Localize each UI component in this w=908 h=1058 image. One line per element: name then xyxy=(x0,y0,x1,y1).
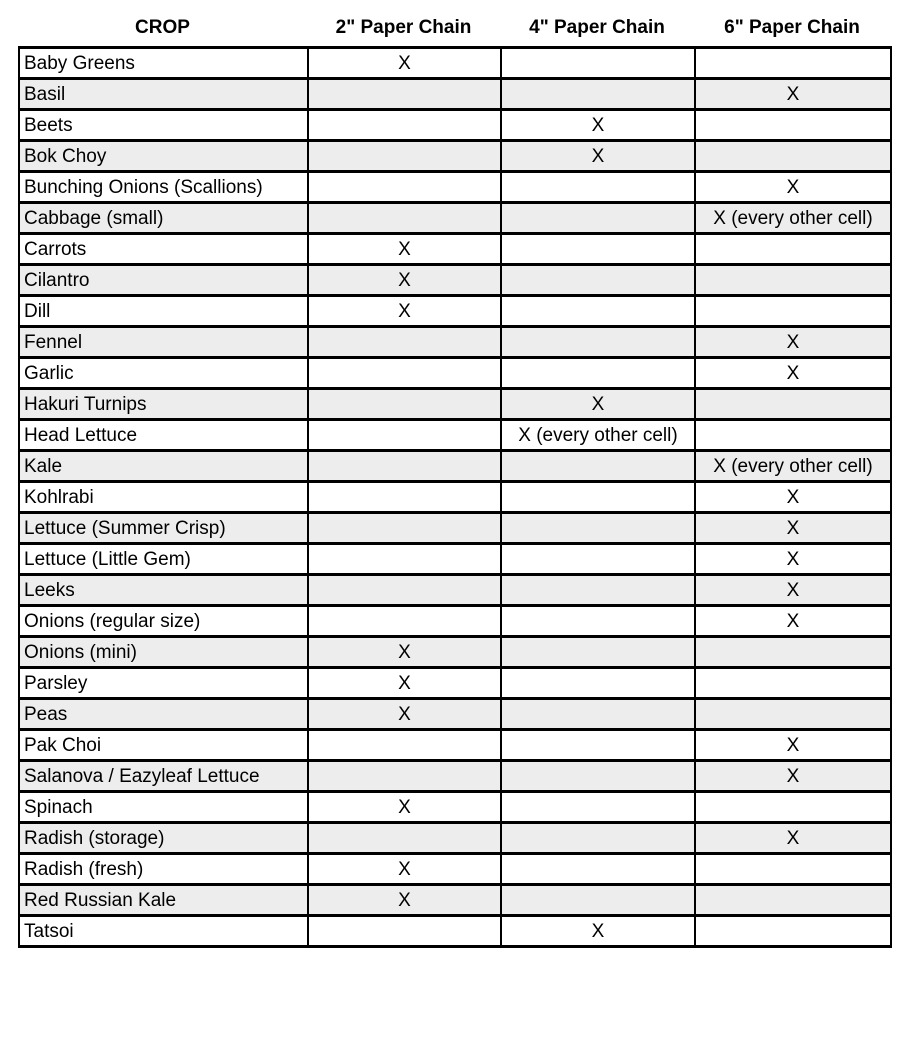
column-header-6in-paper-chain: 6" Paper Chain xyxy=(724,17,860,38)
table-row xyxy=(19,513,891,544)
mark-cell xyxy=(308,823,501,854)
mark-cell xyxy=(501,575,695,606)
mark-cell xyxy=(501,544,695,575)
mark-cell xyxy=(501,203,695,234)
mark-cell xyxy=(308,110,501,141)
mark-cell xyxy=(501,451,695,482)
table-row xyxy=(19,172,891,203)
mark-cell xyxy=(308,451,501,482)
mark-cell xyxy=(695,699,891,730)
column-header-crop: CROP xyxy=(135,17,190,38)
crop-name-cell: Pak Choi xyxy=(19,730,308,761)
mark-cell xyxy=(308,544,501,575)
mark-cell xyxy=(308,203,501,234)
mark-cell xyxy=(695,234,891,265)
mark-cell xyxy=(501,172,695,203)
mark-cell xyxy=(501,48,695,79)
crop-table xyxy=(18,46,892,948)
mark-cell: X xyxy=(308,792,501,823)
mark-cell xyxy=(695,265,891,296)
mark-cell xyxy=(501,823,695,854)
mark-cell xyxy=(501,482,695,513)
mark-cell xyxy=(308,513,501,544)
crop-name-cell: Head Lettuce xyxy=(19,420,308,451)
mark-cell xyxy=(501,792,695,823)
mark-cell: X xyxy=(695,513,891,544)
mark-cell xyxy=(695,296,891,327)
mark-cell: X xyxy=(308,885,501,916)
mark-cell: X (every other cell) xyxy=(501,420,695,451)
mark-cell xyxy=(308,420,501,451)
mark-cell xyxy=(308,358,501,389)
mark-cell: X (every other cell) xyxy=(695,451,891,482)
mark-cell: X xyxy=(501,110,695,141)
crop-name-cell: Radish (fresh) xyxy=(19,854,308,885)
table-row xyxy=(19,451,891,482)
crop-name-cell: Beets xyxy=(19,110,308,141)
mark-cell: X xyxy=(695,761,891,792)
table-row xyxy=(19,761,891,792)
crop-name-cell: Lettuce (Summer Crisp) xyxy=(19,513,308,544)
table-row xyxy=(19,296,891,327)
mark-cell: X xyxy=(695,327,891,358)
mark-cell: X xyxy=(501,916,695,947)
crop-name-cell: Tatsoi xyxy=(19,916,308,947)
mark-cell xyxy=(501,699,695,730)
mark-cell: X xyxy=(695,482,891,513)
mark-cell xyxy=(695,854,891,885)
mark-cell xyxy=(695,637,891,668)
mark-cell xyxy=(308,327,501,358)
mark-cell xyxy=(695,420,891,451)
table-row xyxy=(19,327,891,358)
mark-cell: X xyxy=(695,823,891,854)
table-row xyxy=(19,265,891,296)
mark-cell: X xyxy=(308,699,501,730)
crop-name-cell: Onions (mini) xyxy=(19,637,308,668)
mark-cell xyxy=(501,730,695,761)
column-header-4in-paper-chain: 4" Paper Chain xyxy=(529,17,665,38)
mark-cell: X xyxy=(308,296,501,327)
table-row xyxy=(19,389,891,420)
table-row xyxy=(19,110,891,141)
crop-name-cell: Leeks xyxy=(19,575,308,606)
table-row xyxy=(19,79,891,110)
column-header-2in-paper-chain: 2" Paper Chain xyxy=(335,17,472,38)
table-row xyxy=(19,420,891,451)
table-row xyxy=(19,358,891,389)
mark-cell: X (every other cell) xyxy=(695,203,891,234)
mark-cell xyxy=(501,854,695,885)
crop-name-cell: Hakuri Turnips xyxy=(19,389,308,420)
mark-cell xyxy=(308,79,501,110)
table-row xyxy=(19,730,891,761)
mark-cell xyxy=(501,327,695,358)
mark-cell: X xyxy=(501,141,695,172)
crop-name-cell: Kohlrabi xyxy=(19,482,308,513)
crop-name-cell: Lettuce (Little Gem) xyxy=(19,544,308,575)
mark-cell xyxy=(501,234,695,265)
mark-cell xyxy=(501,79,695,110)
mark-cell: X xyxy=(308,668,501,699)
mark-cell xyxy=(695,916,891,947)
mark-cell: X xyxy=(695,730,891,761)
mark-cell: X xyxy=(308,854,501,885)
mark-cell xyxy=(695,668,891,699)
mark-cell: X xyxy=(695,544,891,575)
table-row xyxy=(19,575,891,606)
mark-cell: X xyxy=(695,358,891,389)
mark-cell xyxy=(308,761,501,792)
table-row xyxy=(19,885,891,916)
mark-cell: X xyxy=(695,79,891,110)
table-header-row xyxy=(18,10,890,46)
mark-cell: X xyxy=(308,265,501,296)
table-row xyxy=(19,792,891,823)
crop-name-cell: Kale xyxy=(19,451,308,482)
crop-name-cell: Onions (regular size) xyxy=(19,606,308,637)
mark-cell xyxy=(501,637,695,668)
table-row xyxy=(19,141,891,172)
mark-cell xyxy=(695,389,891,420)
mark-cell xyxy=(501,606,695,637)
mark-cell xyxy=(501,668,695,699)
mark-cell: X xyxy=(695,172,891,203)
mark-cell: X xyxy=(308,637,501,668)
table-row xyxy=(19,637,891,668)
mark-cell xyxy=(308,916,501,947)
mark-cell xyxy=(501,761,695,792)
crop-name-cell: Parsley xyxy=(19,668,308,699)
crop-name-cell: Cabbage (small) xyxy=(19,203,308,234)
crop-name-cell: Bunching Onions (Scallions) xyxy=(19,172,308,203)
mark-cell xyxy=(308,606,501,637)
crop-name-cell: Bok Choy xyxy=(19,141,308,172)
crop-name-cell: Red Russian Kale xyxy=(19,885,308,916)
mark-cell: X xyxy=(695,575,891,606)
crop-chain-chart xyxy=(18,10,890,948)
table-row xyxy=(19,916,891,947)
table-row xyxy=(19,234,891,265)
mark-cell xyxy=(501,513,695,544)
mark-cell xyxy=(695,792,891,823)
mark-cell xyxy=(695,48,891,79)
table-row xyxy=(19,203,891,234)
crop-name-cell: Carrots xyxy=(19,234,308,265)
table-row xyxy=(19,854,891,885)
table-row xyxy=(19,544,891,575)
table-row xyxy=(19,668,891,699)
table-row xyxy=(19,699,891,730)
mark-cell xyxy=(501,296,695,327)
mark-cell: X xyxy=(501,389,695,420)
mark-cell xyxy=(308,575,501,606)
crop-name-cell: Cilantro xyxy=(19,265,308,296)
mark-cell xyxy=(501,358,695,389)
table-row xyxy=(19,823,891,854)
crop-name-cell: Basil xyxy=(19,79,308,110)
table-row xyxy=(19,482,891,513)
mark-cell: X xyxy=(308,48,501,79)
crop-name-cell: Baby Greens xyxy=(19,48,308,79)
crop-name-cell: Peas xyxy=(19,699,308,730)
mark-cell xyxy=(308,482,501,513)
crop-name-cell: Fennel xyxy=(19,327,308,358)
crop-name-cell: Garlic xyxy=(19,358,308,389)
crop-name-cell: Salanova / Eazyleaf Lettuce xyxy=(19,761,308,792)
mark-cell: X xyxy=(695,606,891,637)
mark-cell xyxy=(695,885,891,916)
table-row xyxy=(19,48,891,79)
table-row xyxy=(19,606,891,637)
mark-cell xyxy=(501,265,695,296)
crop-table-body xyxy=(19,48,891,947)
mark-cell xyxy=(695,141,891,172)
mark-cell xyxy=(501,885,695,916)
crop-name-cell: Radish (storage) xyxy=(19,823,308,854)
crop-name-cell: Spinach xyxy=(19,792,308,823)
mark-cell xyxy=(308,172,501,203)
crop-name-cell: Dill xyxy=(19,296,308,327)
mark-cell xyxy=(308,730,501,761)
mark-cell xyxy=(308,141,501,172)
mark-cell xyxy=(308,389,501,420)
mark-cell xyxy=(695,110,891,141)
mark-cell: X xyxy=(308,234,501,265)
